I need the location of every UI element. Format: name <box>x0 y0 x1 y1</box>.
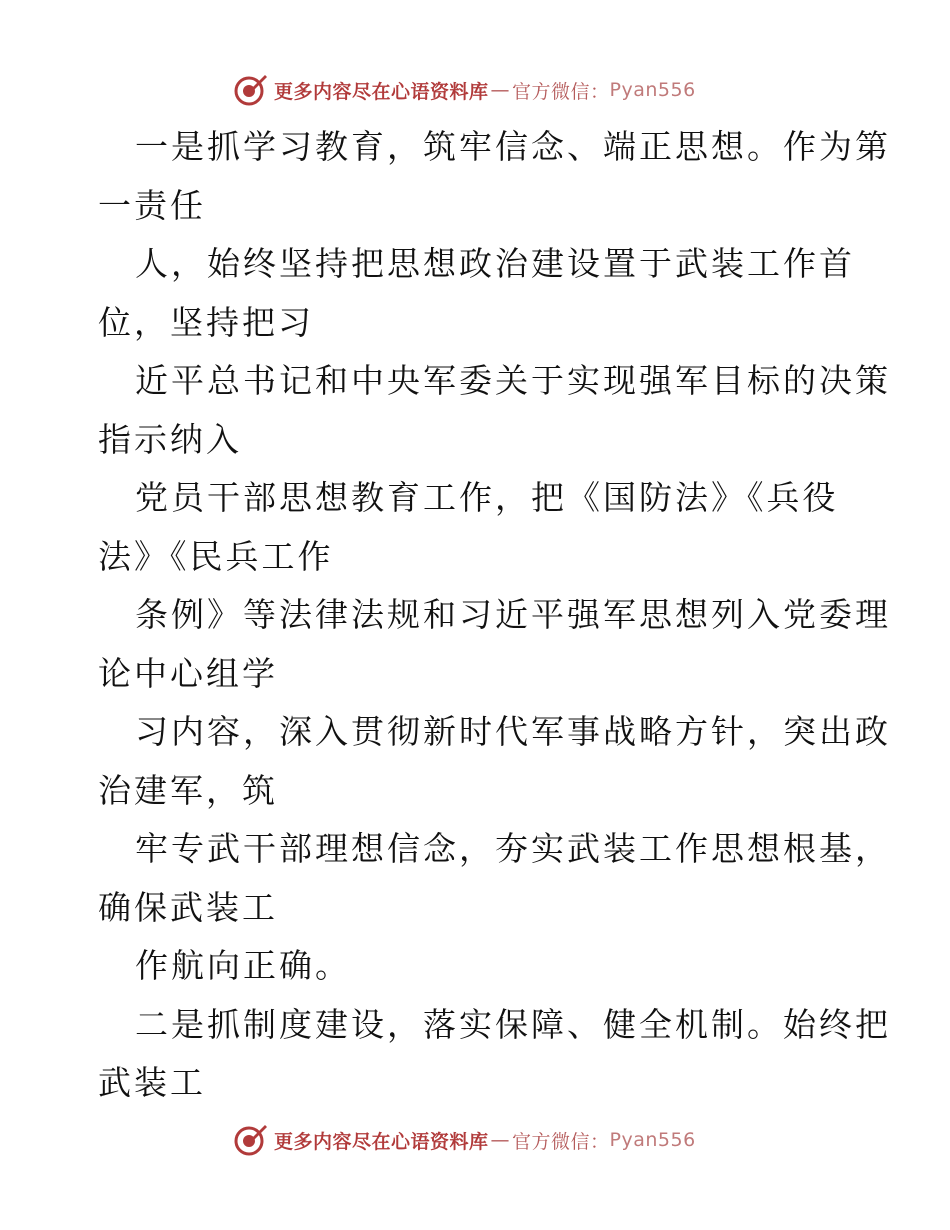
text-line: 治建军，筑 <box>98 770 278 810</box>
watermark-wechat-id: Pyan556 <box>609 1129 696 1151</box>
watermark-brand: 更多内容尽在心语资料库 <box>274 80 489 103</box>
text-line: 党员干部思想教育工作，把《国防法》《兵役 <box>135 478 839 517</box>
text-line: 二是抓制度建设，落实保障、健全机制。始终把 <box>135 1004 891 1044</box>
watermark-separator: — <box>490 1129 511 1151</box>
text-line: 一是抓学习教育，筑牢信念、端正思想。作为第 <box>135 127 891 166</box>
text-line: 指示纳入 <box>98 419 242 459</box>
header-watermark <box>232 70 696 110</box>
text-line: 人，始终坚持把思想政治建设置于武装工作首 <box>135 244 855 283</box>
watermark-brand: 更多内容尽在心语资料库 <box>274 1130 489 1153</box>
pen-logo-icon <box>232 72 268 108</box>
text-line: 法》《民兵工作 <box>98 536 334 576</box>
text-line: 论中心组学 <box>98 653 278 693</box>
document-body <box>98 118 891 1113</box>
text-line: 确保武装工 <box>98 887 278 927</box>
text-line: 位，坚持把习 <box>98 302 314 342</box>
text-line: 作航向正确。 <box>135 946 351 985</box>
watermark-wechat-id: Pyan556 <box>609 79 696 101</box>
watermark-separator: — <box>490 79 511 101</box>
text-line: 近平总书记和中央军委关于实现强军目标的决策 <box>135 361 891 400</box>
watermark-wechat-label: 官方微信： <box>512 80 610 103</box>
text-line: 武装工 <box>98 1063 206 1102</box>
footer-watermark <box>232 1120 696 1160</box>
text-line: 习内容，深入贯彻新时代军事战略方针，突出政 <box>135 712 891 751</box>
text-line: 一责任 <box>98 185 206 225</box>
watermark-wechat-label: 官方微信： <box>512 1130 610 1153</box>
text-line: 牢专武干部理想信念，夯实武装工作思想根基， <box>135 829 891 868</box>
text-line: 条例》等法律法规和习近平强军思想列入党委理 <box>135 595 891 634</box>
pen-logo-icon <box>232 1122 268 1158</box>
